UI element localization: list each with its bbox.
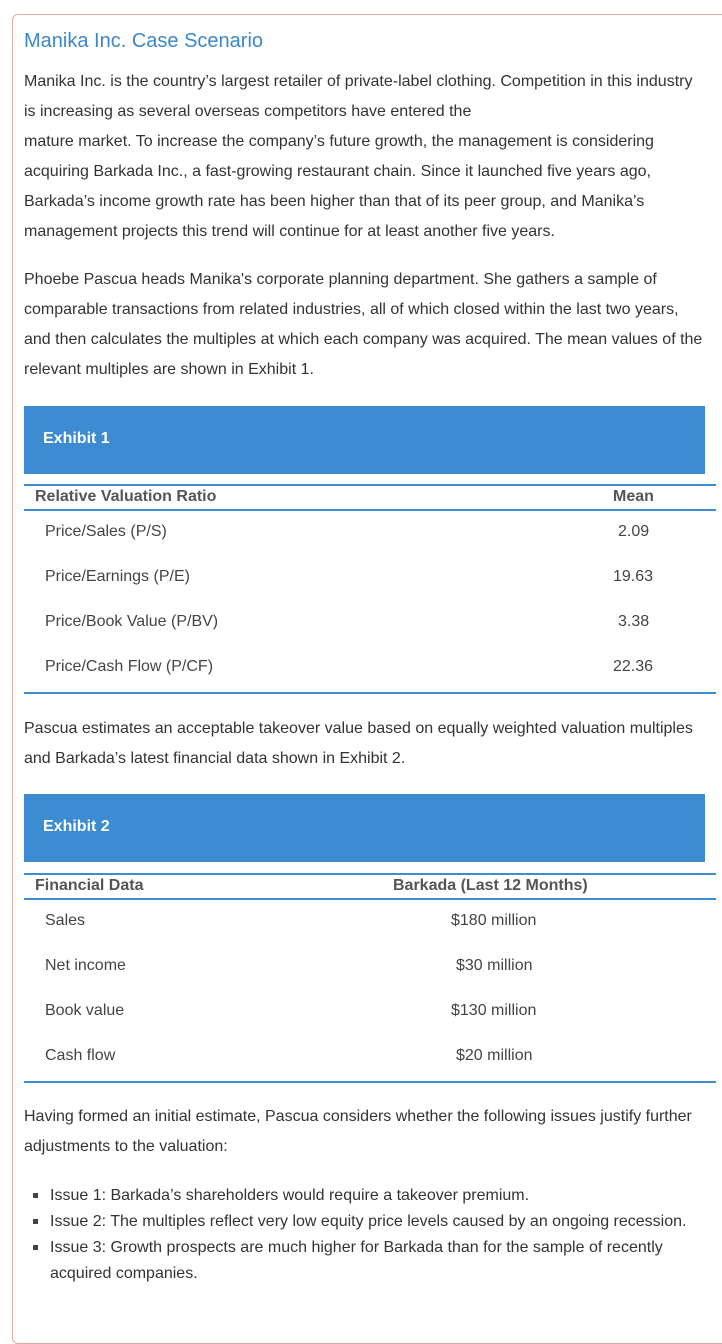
financial-value: $130 million [451,1002,537,1019]
exhibit1-header-bar [24,406,705,474]
table-row [24,556,716,601]
issue-text: Issue 3: Growth prospects are much higher for Barkada than for the sample of recently acquired companies. [50,1239,663,1282]
adjustments-paragraph: Having formed an initial estimate, Pascua considers whether the following issues justify further adjustments to the valuation: [24,1108,692,1155]
exhibit2-table-header [24,873,716,900]
list-item [24,1209,705,1235]
table-row [24,601,716,646]
case-scenario-card [12,14,722,1344]
takeover-paragraph: Pascua estimates an acceptable takeover value based on equally weighted valuation multiples and Barkada’s latest financial data shown in Exhibit 2. [24,720,693,767]
table-row [24,990,716,1035]
financial-item: Net income [45,957,126,974]
financial-value: $30 million [456,957,533,974]
exhibit2-col-financial-data: Financial Data [35,877,144,894]
exhibit2-label: Exhibit 2 [43,818,110,835]
bullet-square-icon [33,1193,38,1198]
intro-paragraph: mature market. To increase the company’s future growth, the management is considering acquiring Barkada Inc., a fast-growing restaurant chain. Since it launched five years ago, Barkada’s income growth rate has been higher than that of its peer group, and Manika’s management projects this trend will continue for at least another five years. [24,133,654,240]
ratio-name: Price/Sales (P/S) [45,523,167,540]
financial-value: $180 million [451,912,537,929]
exhibit1-table-header [24,484,716,511]
ratio-name: Price/Cash Flow (P/CF) [45,658,214,675]
exhibit2-col-barkada: Barkada (Last 12 Months) [393,877,588,894]
ratio-mean: 3.38 [618,613,650,630]
table-row [24,1035,716,1080]
list-item [24,1235,705,1287]
ratio-name: Price/Earnings (P/E) [45,568,190,585]
exhibit2-bottom-rule [24,1081,716,1083]
financial-item: Cash flow [45,1047,116,1064]
issue-text: Issue 2: The multiples reflect very low equity price levels caused by an ongoing recession. [50,1213,687,1230]
ratio-mean: 2.09 [618,523,650,540]
exhibit1-col-ratio: Relative Valuation Ratio [35,488,217,505]
financial-item: Sales [45,912,86,929]
page-title: Manika Inc. Case Scenario [24,30,264,52]
exhibit2-header-bar [24,794,705,862]
bullet-square-icon [33,1245,38,1250]
issue-text: Issue 1: Barkada’s shareholders would require a takeover premium. [50,1187,530,1204]
bullet-square-icon [33,1219,38,1224]
exhibit1-bottom-rule [24,692,716,694]
ratio-mean: 22.36 [613,658,654,675]
issues-list [24,1183,705,1287]
intro-paragraph-line1: Manika Inc. is the country’s largest retailer of private-label clothing. Competition in this industry is increasing as several overseas competitors have entered the [24,73,693,120]
ratio-name: Price/Book Value (P/BV) [45,613,219,630]
exhibit1-label: Exhibit 1 [43,430,110,447]
table-row [24,900,716,945]
table-row [24,646,716,691]
financial-item: Book value [45,1002,125,1019]
ratio-mean: 19.63 [613,568,654,585]
exhibit1-col-mean: Mean [613,488,654,505]
table-row [24,511,716,556]
planning-paragraph: Phoebe Pascua heads Manika's corporate planning department. She gathers a sample of comparable transactions from related industries, all of which closed within the last two years, and then calculates the multiples at which each company was acquired. The mean values of the relevant multiples are shown in Exhibit 1. [24,271,703,378]
financial-value: $20 million [456,1047,533,1064]
table-row [24,945,716,990]
list-item [24,1183,705,1209]
